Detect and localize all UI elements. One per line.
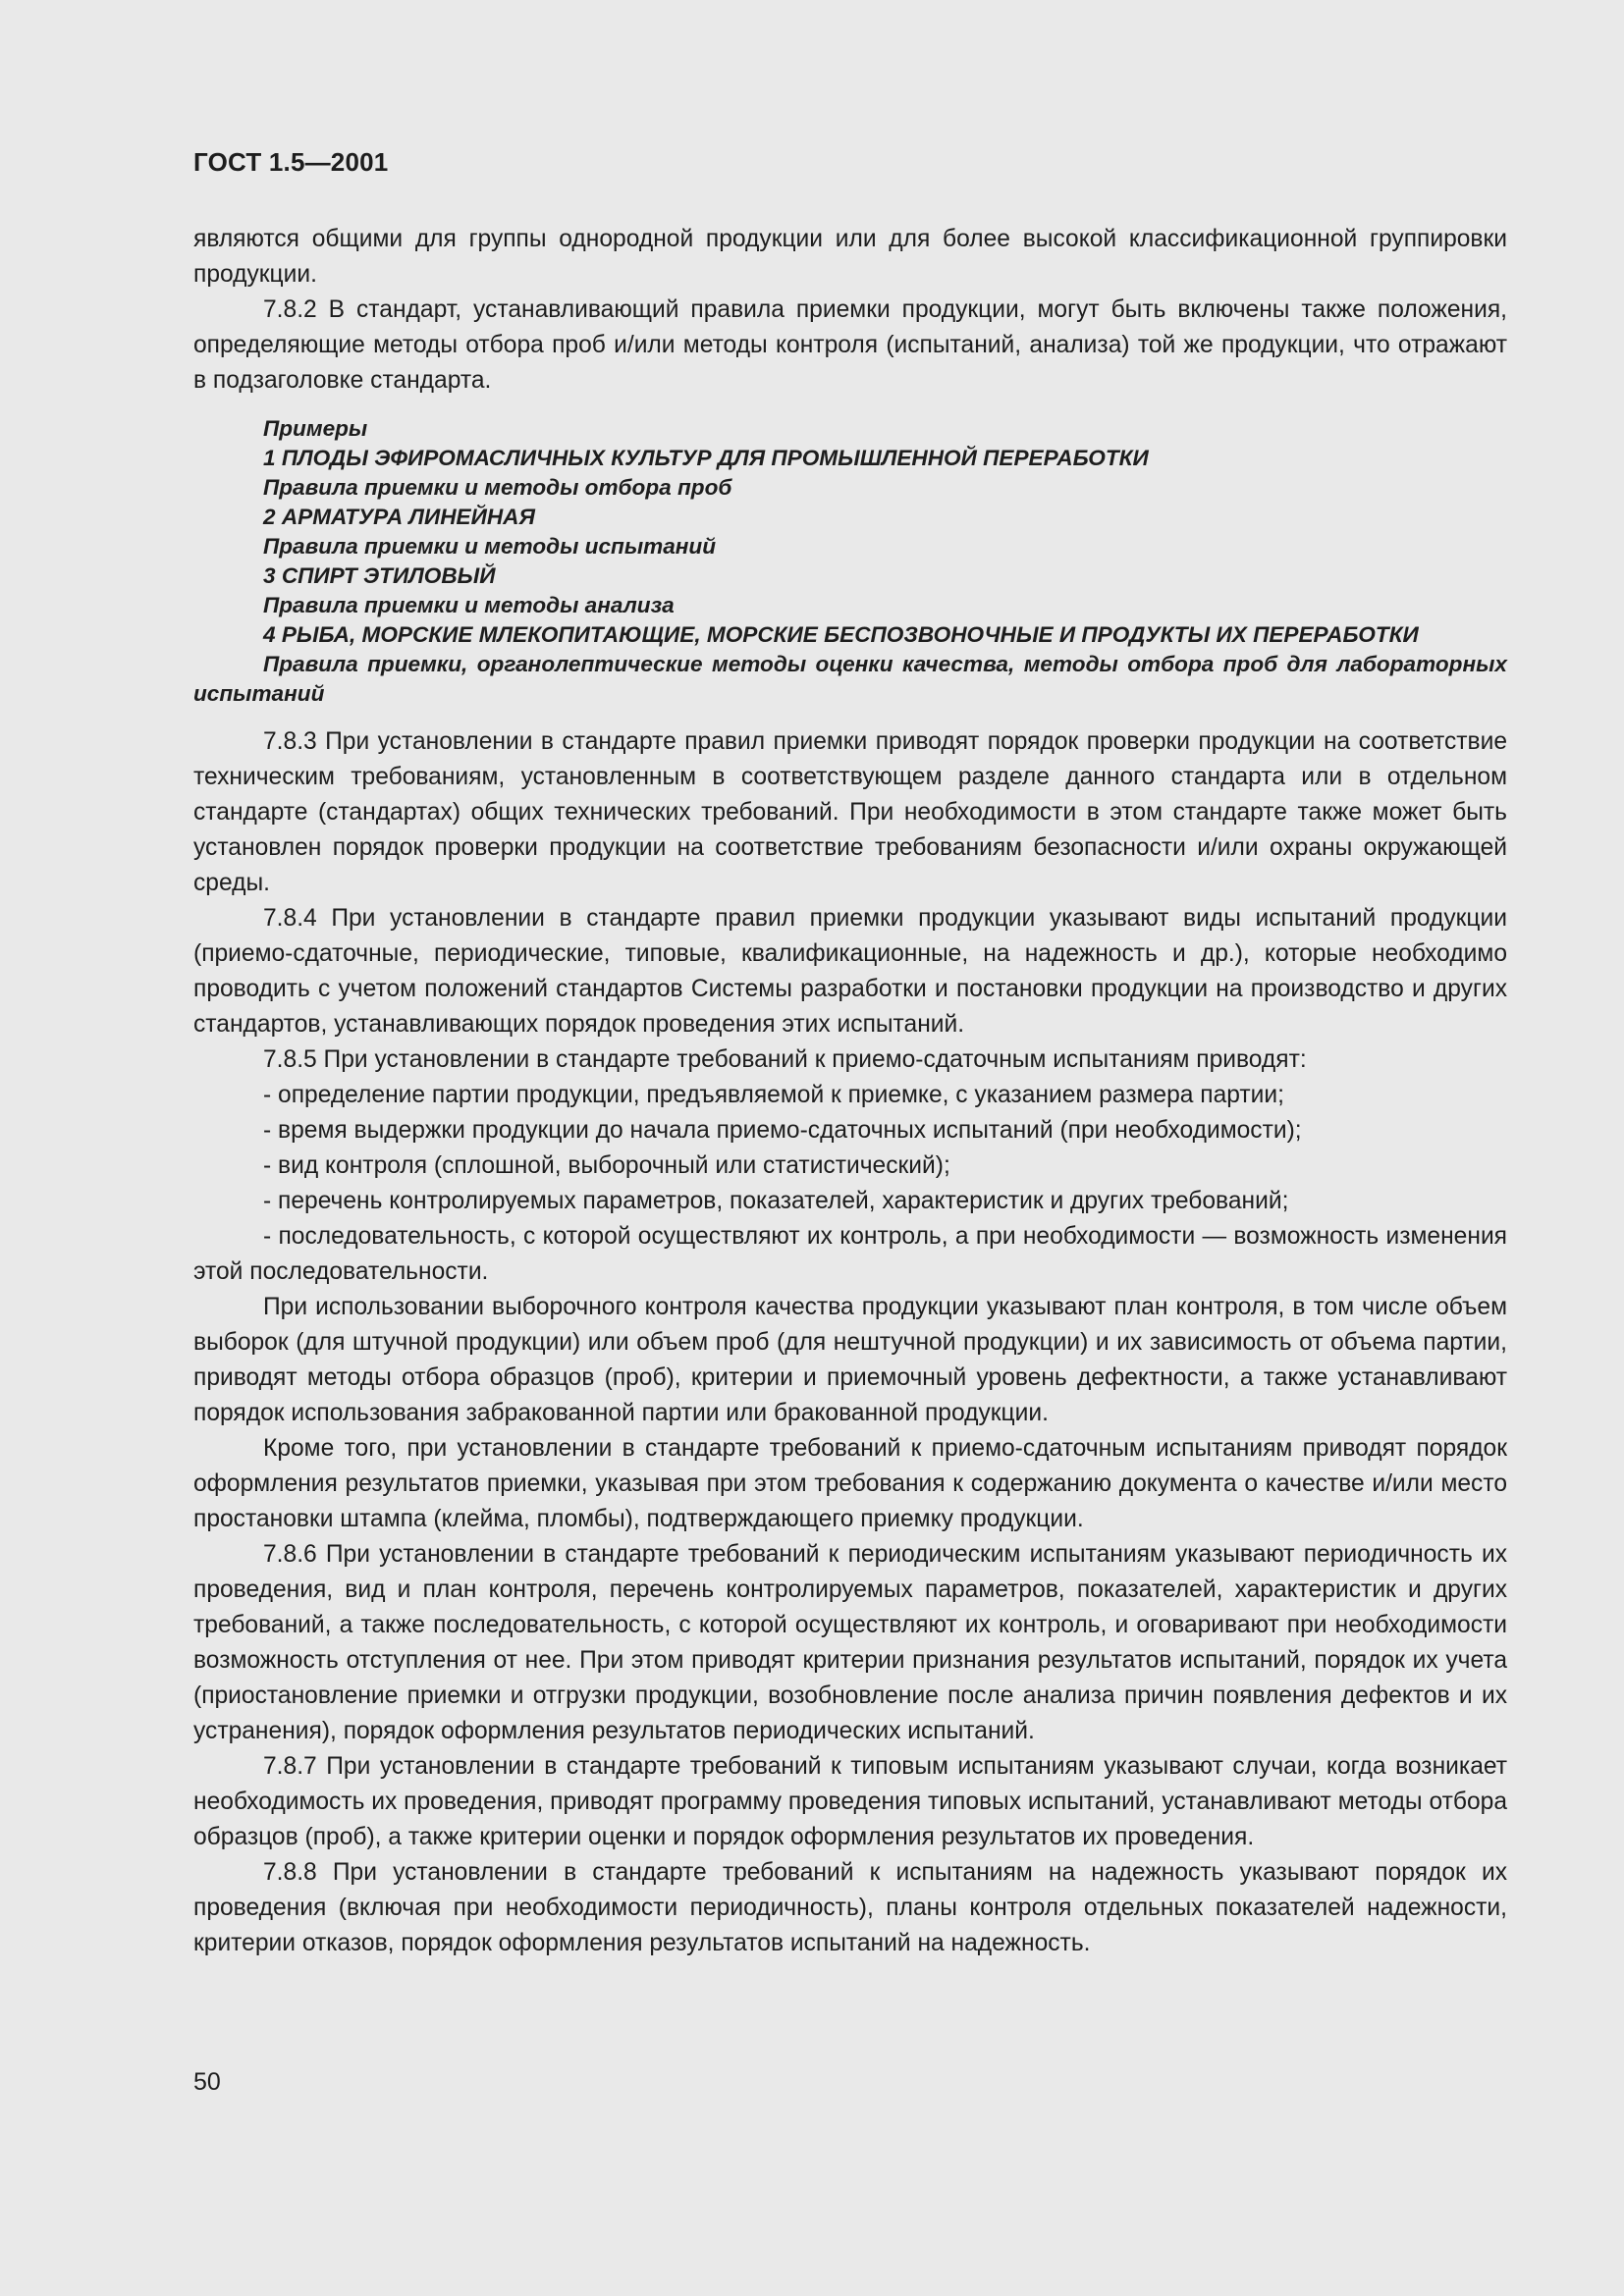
example-line: Правила приемки и методы испытаний: [263, 534, 717, 559]
example-line: 1 ПЛОДЫ ЭФИРОМАСЛИЧНЫХ КУЛЬТУР ДЛЯ ПРОМЫШЛЕННОЙ ПЕРЕРАБОТКИ: [263, 446, 1149, 470]
paragraph-7-8-2: 7.8.2 В стандарт, устанавливающий правила приемки продукции, могут быть включены также положения, определяющие методы отбора проб и/или методы контроля (испытаний, анализа) той же продукции, что отражают в подзаголовке стандарта.: [193, 296, 1507, 394]
paragraph-7-8-4: 7.8.4 При установлении в стандарте правил приемки продукции указывают виды испытаний продукции (приемо-сдаточные, периодические, типовые, квалификационные, на надежность и др.), которые необходимо проводить с учетом положений стандартов Системы разработки и постановки продукции на производство и других стандартов, устанавливающих порядок проведения этих испытаний.: [193, 905, 1507, 1038]
paragraph-sampling: При использовании выборочного контроля качества продукции указывают план контроля, в том числе объем выборок (для штучной продукции) или объем проб (для нештучной продукции) и их зависимость от объема партии, приводят методы отбора образцов (проб), критерии и приемочный уровень дефектности, а также устанавливают порядок использования забракованной партии или бракованной продукции.: [193, 1294, 1507, 1426]
list-item: - перечень контролируемых параметров, показателей, характеристик и других требований;: [263, 1188, 1289, 1214]
examples-heading: Примеры: [263, 416, 368, 441]
page-number: 50: [193, 2068, 221, 2096]
paragraph-7-8-7: 7.8.7 При установлении в стандарте требований к типовым испытаниям указывают случаи, когда возникает необходимость их проведения, приводят программу проведения типовых испытаний, устанавливают методы отбора образцов (проб), а также критерии оценки и порядок оформления результатов их проведения.: [193, 1753, 1507, 1850]
example-line: Правила приемки и методы отбора проб: [263, 475, 732, 500]
paragraph-results: Кроме того, при установлении в стандарте требований к приемо-сдаточным испытаниям приводят порядок оформления результатов приемки, указывая при этом требования к содержанию документа о качестве и/или место простановки штампа (клейма, пломбы), подтверждающего приемку продукции.: [193, 1435, 1507, 1532]
example-line: Правила приемки, органолептические методы оценки качества, методы отбора проб для лабораторных испытаний: [193, 652, 1507, 706]
example-line: 4 РЫБА, МОРСКИЕ МЛЕКОПИТАЮЩИЕ, МОРСКИЕ БЕСПОЗВОНОЧНЫЕ И ПРОДУКТЫ ИХ ПЕРЕРАБОТКИ: [263, 622, 1419, 647]
paragraph-7-8-6: 7.8.6 При установлении в стандарте требований к периодическим испытаниям указывают периодичность их проведения, вид и план контроля, перечень контролируемых параметров, показателей, характеристик и других требований, а также последовательность, с которой осуществляют их контроль, и оговаривают при необходимости возможность отступления от нее. При этом приводят критерии признания результатов испытаний, порядок их учета (приостановление приемки и отгрузки продукции, возобновление после анализа причин появления дефектов и их устранения), порядок оформления результатов периодических испытаний.: [193, 1541, 1507, 1744]
list-item: - вид контроля (сплошной, выборочный или статистический);: [263, 1152, 950, 1179]
example-line: Правила приемки и методы анализа: [263, 593, 675, 617]
paragraph-7-8-5: 7.8.5 При установлении в стандарте требований к приемо-сдаточным испытаниям приводят:: [263, 1046, 1307, 1073]
document-body: [193, 222, 1507, 1961]
list-item: - определение партии продукции, предъявляемой к приемке, с указанием размера партии;: [263, 1082, 1284, 1108]
example-line: 3 СПИРТ ЭТИЛОВЫЙ: [263, 563, 496, 588]
paragraph: являются общими для группы однородной продукции или для более высокой классификационной группировки продукции.: [193, 226, 1507, 288]
paragraph-7-8-8: 7.8.8 При установлении в стандарте требований к испытаниям на надежность указывают порядок их проведения (включая при необходимости периодичность), планы контроля отдельных показателей надежности, критерии отказов, порядок оформления результатов испытаний на надежность.: [193, 1859, 1507, 1956]
list-item: - время выдержки продукции до начала приемо-сдаточных испытаний (при необходимости);: [263, 1117, 1302, 1144]
document-header: ГОСТ 1.5—2001: [193, 147, 389, 177]
paragraph-7-8-3: 7.8.3 При установлении в стандарте правил приемки приводят порядок проверки продукции на соответствие техническим требованиям, установленным в соответствующем разделе данного стандарта или в отдельном стандарте (стандартах) общих технических требований. При необходимости в этом стандарте также может быть установлен порядок проверки продукции на соответствие требованиям безопасности и/или охраны окружающей среды.: [193, 728, 1507, 896]
examples-block: [193, 414, 1507, 709]
list-item: - последовательность, с которой осуществляют их контроль, а при необходимости — возможность изменения этой последовательности.: [193, 1223, 1507, 1285]
example-line: 2 АРМАТУРА ЛИНЕЙНАЯ: [263, 505, 535, 529]
